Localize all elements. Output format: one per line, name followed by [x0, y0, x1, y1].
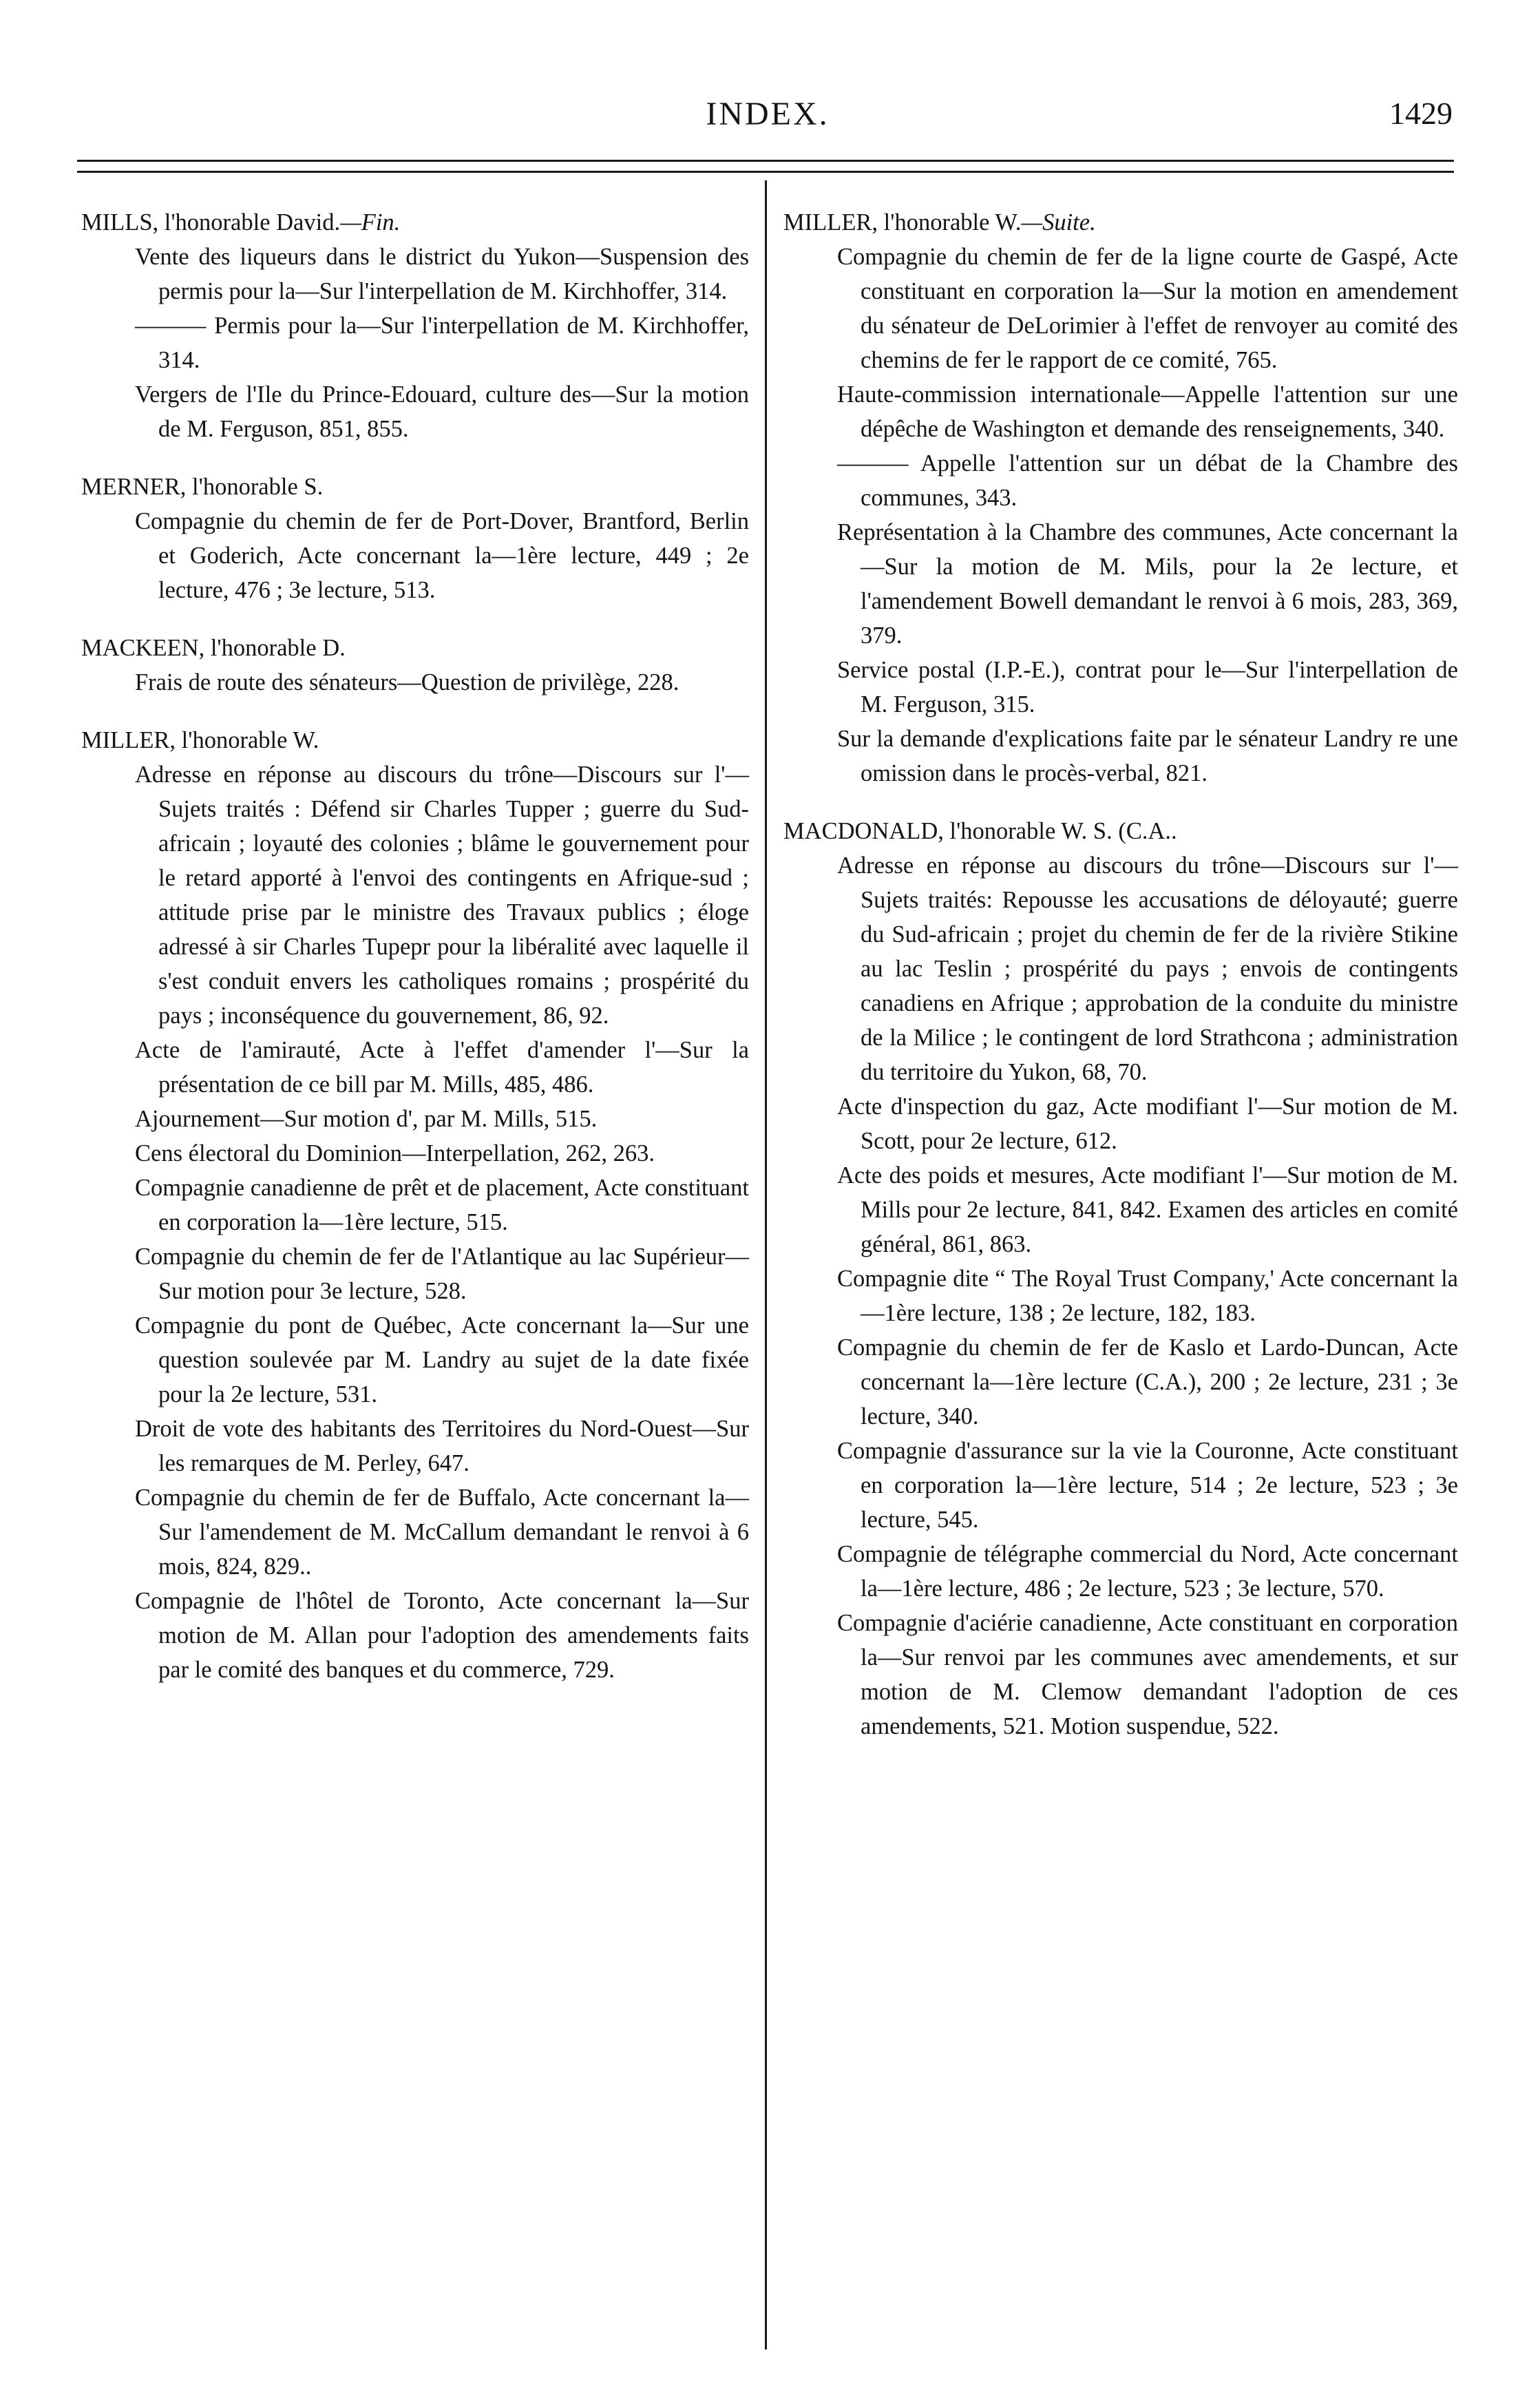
entry-subitem: Compagnie du chemin de fer de l'Atlantique au lac Supérieur—Sur motion pour 3e lecture, 528.	[135, 1244, 749, 1304]
entry-subitem: Service postal (I.P.-E.), contrat pour le—Sur l'interpellation de M. Ferguson, 315.	[837, 657, 1458, 718]
entry-name-text: MACKEEN, l'honorable D.	[81, 635, 346, 661]
index-entry	[81, 723, 749, 1687]
entry-subitem: Haute-commission internationale—Appelle l'attention sur une dépêche de Washington et demande des renseignements, 340.	[837, 381, 1458, 442]
index-entry	[81, 205, 749, 446]
entry-name-suffix: —Fin.	[340, 209, 401, 235]
entry-name-suffix: —Suite.	[1021, 209, 1096, 235]
entry-subitem: ——— Appelle l'attention sur un débat de la Chambre des communes, 343.	[837, 450, 1458, 511]
entry-subitem: Vergers de l'Ile du Prince-Edouard, culture des—Sur la motion de M. Ferguson, 851, 855.	[135, 381, 749, 442]
right-column	[783, 205, 1458, 1767]
entry-subitem: Compagnie d'assurance sur la vie la Couronne, Acte constituant en corporation la—1ère lecture, 514 ; 2e lecture, 523 ; 3e lecture, 545.	[837, 1438, 1458, 1533]
entry-subitem: Compagnie du chemin de fer de la ligne courte de Gaspé, Acte constituant en corporation la—Sur la motion en amendement du sénateur de DeLorimier à l'effet de renvoyer au comité des chemins de fer le rapport de ce comité, 765.	[837, 244, 1458, 373]
entry-subitem: Compagnie de l'hôtel de Toronto, Acte concernant la—Sur motion de M. Allan pour l'adoption des amendements faits par le comité des banques et du commerce, 729.	[135, 1588, 749, 1683]
entry-subitem: Acte de l'amirauté, Acte à l'effet d'amender l'—Sur la présentation de ce bill par M. Mills, 485, 486.	[135, 1037, 749, 1098]
index-entry	[81, 631, 749, 700]
entry-subitem: Compagnie canadienne de prêt et de placement, Acte constituant en corporation la—1ère lecture, 515.	[135, 1175, 749, 1235]
entry-subitem: Représentation à la Chambre des communes, Acte concernant la—Sur la motion de M. Mils, pour la 2e lecture, et l'amendement Bowell demandant le renvoi à 6 mois, 283, 369, 379.	[837, 519, 1458, 649]
entry-name-text: MILLER, l'honorable W.	[783, 209, 1022, 235]
entry-name	[783, 814, 1458, 848]
entry-subitem: Compagnie du chemin de fer de Port-Dover, Brantford, Berlin et Goderich, Acte concernant la—1ère lecture, 449 ; 2e lecture, 476 ; 3e lecture, 513.	[135, 508, 749, 603]
entry-subitem: Compagnie dite “ The Royal Trust Company,' Acte concernant la—1ère lecture, 138 ; 2e lecture, 182, 183.	[837, 1266, 1458, 1326]
entry-subitem: Adresse en réponse au discours du trône—Discours sur l'—Sujets traités: Repousse les accusations de déloyauté; guerre du Sud-africain ; projet du chemin de fer de la rivière Stikine au lac Teslin ; prospérité du pays ; envois de contingents canadiens en Afrique ; approbation de la conduite du ministre de la Milice ; le contingent de lord Strathcona ; administration du territoire du Yukon, 68, 70.	[837, 852, 1458, 1085]
entry-name	[81, 470, 749, 504]
entry-subitem: Compagnie du pont de Québec, Acte concernant la—Sur une question soulevée par M. Landry au sujet de la date fixée pour la 2e lecture, 531.	[135, 1312, 749, 1407]
page-title: INDEX.	[706, 96, 830, 132]
index-entry	[81, 470, 749, 607]
entry-subitem: Sur la demande d'explications faite par le sénateur Landry re une omission dans le procès-verbal, 821.	[837, 726, 1458, 786]
entry-subitem: Compagnie du chemin de fer de Buffalo, Acte concernant la—Sur l'amendement de M. McCallum demandant le renvoi à 6 mois, 824, 829..	[135, 1485, 749, 1580]
entry-name	[81, 631, 749, 665]
entry-subitem: Compagnie du chemin de fer de Kaslo et Lardo-Duncan, Acte concernant la—1ère lecture (C.A.), 200 ; 2e lecture, 231 ; 3e lecture, 340.	[837, 1334, 1458, 1430]
entry-subitem: Acte des poids et mesures, Acte modifiant l'—Sur motion de M. Mills pour 2e lecture, 841, 842. Examen des articles en comité général, 861, 863.	[837, 1162, 1458, 1257]
entry-name-text: MERNER, l'honorable S.	[81, 474, 324, 500]
entry-subitem: Vente des liqueurs dans le district du Yukon—Suspension des permis pour la—Sur l'interpellation de M. Kirchhoffer, 314.	[135, 244, 749, 304]
entry-subitem: Acte d'inspection du gaz, Acte modifiant l'—Sur motion de M. Scott, pour 2e lecture, 612.	[837, 1093, 1458, 1154]
index-entry	[783, 814, 1458, 1744]
entry-subitem: Droit de vote des habitants des Territoires du Nord-Ouest—Sur les remarques de M. Perley, 647.	[135, 1416, 749, 1476]
left-column	[81, 205, 749, 1710]
entry-name	[81, 205, 749, 240]
entry-subitem: Cens électoral du Dominion—Interpellation, 262, 263.	[135, 1140, 655, 1166]
entry-name-text: MILLER, l'honorable W.	[81, 727, 319, 753]
entry-subitem: Adresse en réponse au discours du trône—Discours sur l'—Sujets traités : Défend sir Charles Tupper ; guerre du Sud-africain ; loyauté des colonies ; blâme le gouvernement pour le retard apporté à l'envoi des contingents en Afrique-sud ; attitude prise par le ministre des Travaux publics ; éloge adressé à sir Charles Tupepr pour la libéralité avec laquelle il s'est conduit envers les catholiques romains ; prospérité du pays ; inconséquence du gouvernement, 86, 92.	[135, 762, 749, 1029]
entry-name	[81, 723, 749, 757]
entry-subitem: Compagnie de télégraphe commercial du Nord, Acte concernant la—1ère lecture, 486 ; 2e lecture, 523 ; 3e lecture, 570.	[837, 1541, 1458, 1602]
entry-name-text: MILLS, l'honorable David.	[81, 209, 341, 235]
page-header	[83, 95, 1453, 143]
entry-name-text: MACDONALD, l'honorable W. S. (C.A..	[783, 818, 1177, 844]
header-rule-top	[77, 160, 1454, 162]
entry-subitem: ——— Permis pour la—Sur l'interpellation de M. Kirchhoffer, 314.	[135, 313, 749, 373]
entry-subitem: Compagnie d'aciérie canadienne, Acte constituant en corporation la—Sur renvoi par les communes avec amendements, et sur motion de M. Clemow demandant l'adoption de ces amendements, 521. Motion suspendue, 522.	[837, 1610, 1458, 1739]
header-rule-bottom	[77, 171, 1454, 173]
column-divider	[765, 180, 767, 2349]
page-number: 1429	[1389, 96, 1453, 131]
entry-subitem: Frais de route des sénateurs—Question de privilège, 228.	[135, 669, 679, 695]
entry-subitem: Ajournement—Sur motion d', par M. Mills, 515.	[135, 1106, 598, 1132]
index-entry	[783, 205, 1458, 791]
entry-name	[783, 205, 1458, 240]
